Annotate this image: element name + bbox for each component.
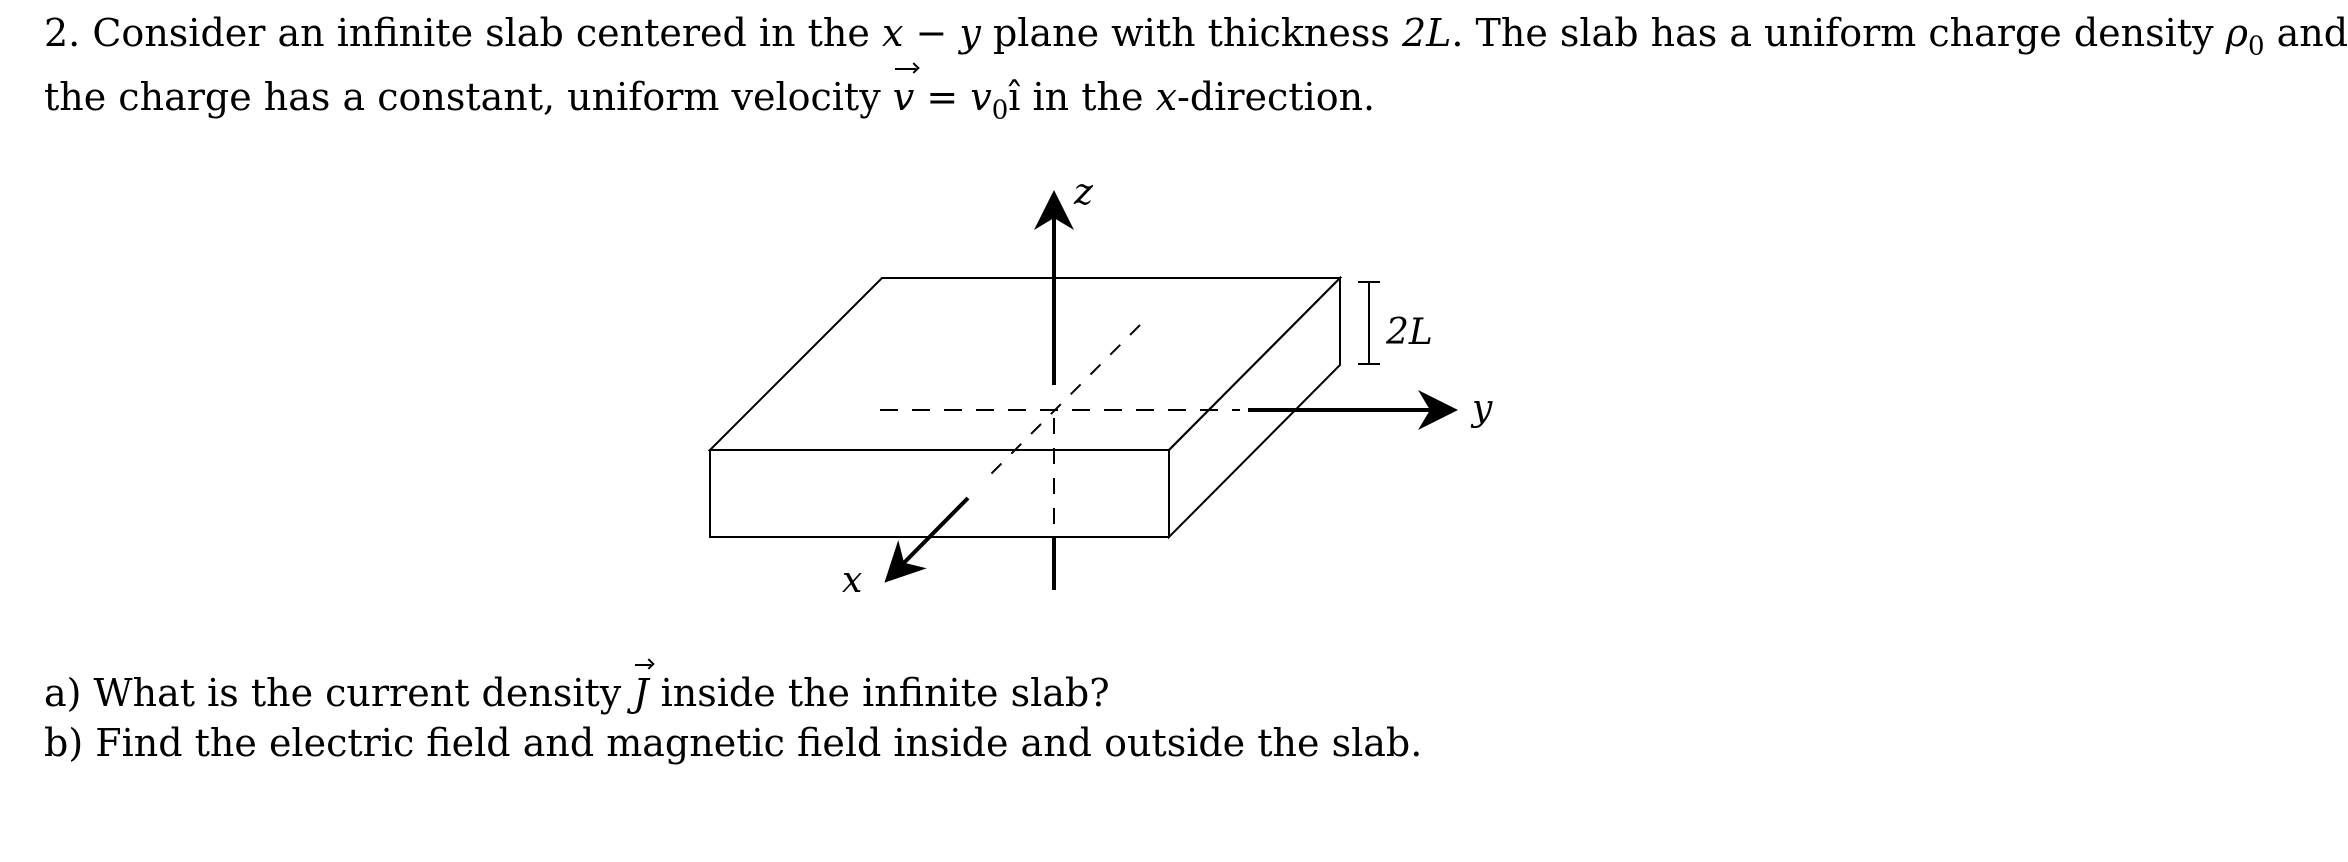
math-y: y bbox=[959, 11, 981, 55]
math-i-hat: î bbox=[1008, 74, 1021, 119]
problem-text-2c: -direction. bbox=[1177, 74, 1376, 119]
problem-text-1d: and bbox=[2276, 11, 2348, 55]
problem-text-2b: in the bbox=[1032, 74, 1144, 119]
math-rho: ρ bbox=[2225, 11, 2248, 55]
slab-front-face bbox=[710, 450, 1169, 537]
problem-number: 2. bbox=[44, 11, 81, 55]
hidden-x-axis-line bbox=[985, 325, 1140, 480]
y-axis-label: y bbox=[1472, 388, 1493, 429]
problem-text-1c: . The slab has a uniform charge density bbox=[1451, 11, 2214, 55]
math-rho-subscript: 0 bbox=[2247, 31, 2265, 62]
math-minus: − bbox=[915, 11, 948, 55]
x-axis-label: x bbox=[842, 560, 863, 601]
questions bbox=[44, 668, 1422, 768]
problem-text-2a: the charge has a constant, uniform velocity bbox=[44, 74, 881, 119]
question-a bbox=[44, 668, 1422, 718]
slab-top-face bbox=[710, 278, 1340, 450]
math-thickness: 2L bbox=[1401, 11, 1452, 55]
problem-text-1b: plane with thickness bbox=[992, 11, 1390, 55]
math-x: x bbox=[881, 11, 904, 55]
math-x-direction: x bbox=[1155, 74, 1178, 119]
math-velocity-vector: v bbox=[893, 72, 914, 122]
question-a-suffix: inside the infinite slab? bbox=[660, 671, 1110, 715]
math-v0: v bbox=[970, 74, 992, 119]
problem-text-1a: Consider an infinite slab centered in the bbox=[92, 11, 870, 55]
z-axis-label: z bbox=[1074, 172, 1093, 213]
current-density-symbol: J bbox=[633, 668, 648, 718]
slab-right-face bbox=[1169, 278, 1340, 537]
question-b: b) Find the electric field and magnetic field inside and outside the slab. bbox=[44, 721, 1423, 765]
thickness-label: 2L bbox=[1386, 312, 1433, 353]
math-v0-subscript: 0 bbox=[991, 95, 1009, 126]
math-equals: = bbox=[926, 74, 959, 119]
question-a-prefix: a) What is the current density bbox=[44, 671, 622, 715]
